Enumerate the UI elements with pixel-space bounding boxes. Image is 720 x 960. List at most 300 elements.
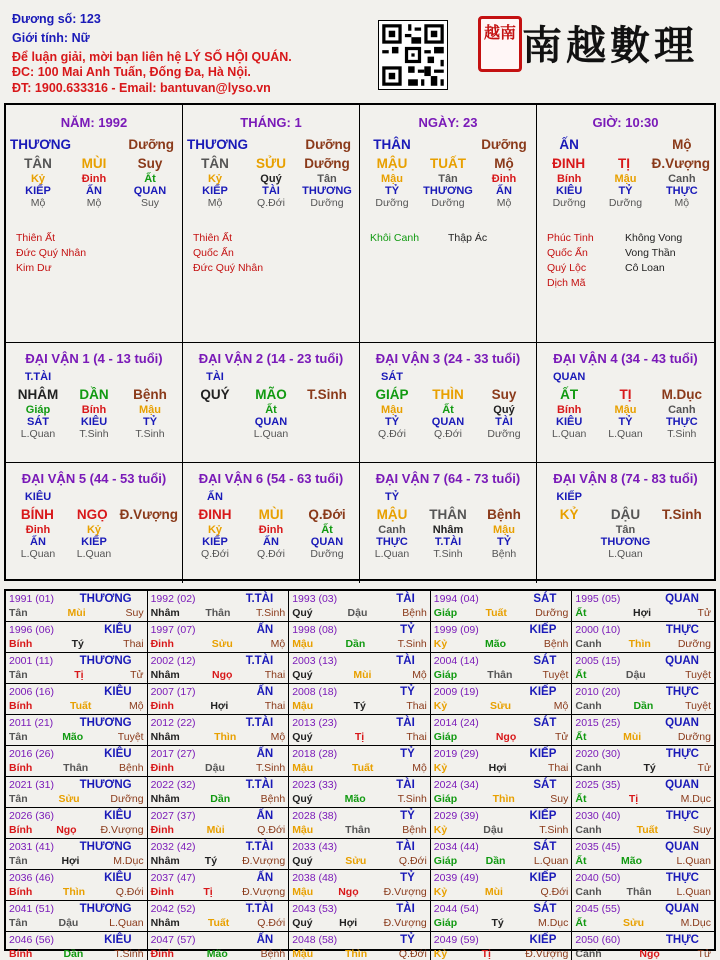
year-stem: Giáp xyxy=(433,917,458,929)
year-label: 2036 (46) xyxy=(9,872,54,884)
year-branch: Thân xyxy=(345,824,371,836)
dai-van-hidden-row xyxy=(183,524,359,536)
year-cell xyxy=(148,777,290,808)
year-branch: Thân xyxy=(487,669,513,681)
year-line-1 xyxy=(292,902,427,916)
year-cell xyxy=(431,777,573,808)
dai-van-god-row-cell xyxy=(66,491,122,503)
year-stem: Quý xyxy=(292,669,313,681)
year-branch: Hợi xyxy=(61,855,80,867)
year-label: 2015 (25) xyxy=(575,717,621,729)
dai-van-title: ĐẠI VẬN 5 (44 - 53 tuổi) xyxy=(21,471,167,486)
dai-van-8 xyxy=(537,463,714,583)
year-cell xyxy=(572,684,714,715)
year-god: TÀI xyxy=(396,841,415,853)
year-stem: Ất xyxy=(575,917,587,929)
dai-van-stage-row-cell: L.Quan xyxy=(253,428,289,440)
year-line-1 xyxy=(292,778,427,792)
year-line-2 xyxy=(9,792,144,806)
dai-van-god-row-cell: KIÊU xyxy=(24,491,52,503)
year-line-1 xyxy=(292,654,427,668)
year-line-1 xyxy=(434,809,569,823)
pillar-stem-row-cell: Đ.Vượng xyxy=(651,156,710,171)
year-stage: Q.Đới xyxy=(540,886,569,898)
dai-van-god-row-cell xyxy=(476,371,532,383)
dai-van-stage-row xyxy=(183,428,359,440)
dai-van-hidden-god-row-cell xyxy=(654,536,710,548)
dai-van-stem-row-cell: MẬU xyxy=(376,507,408,522)
year-cell xyxy=(572,870,714,901)
year-stage: Mộ xyxy=(412,762,427,774)
dai-van-stage-row-cell: Dưỡng xyxy=(487,428,521,440)
pillar-god-row-cell: Dưỡng xyxy=(305,137,352,152)
year-stem: Tân xyxy=(9,607,28,619)
year-god: TÀI xyxy=(396,779,415,791)
dai-van-hidden-god-row xyxy=(537,536,714,548)
pillar-hidden-row-cell: Mậu xyxy=(381,173,403,185)
year-stem: Bính xyxy=(9,948,33,960)
dai-van-stem-row-cell: ẤT xyxy=(560,387,579,402)
year-god: KIÊU xyxy=(104,624,132,636)
year-branch: Thân xyxy=(63,762,89,774)
star-name: Phúc Tinh xyxy=(547,232,594,244)
year-stage: Dưỡng xyxy=(110,793,144,805)
year-line-2 xyxy=(575,885,711,899)
year-branch: Mão xyxy=(62,731,84,743)
year-cell xyxy=(6,746,148,777)
year-line-1 xyxy=(292,623,427,637)
year-line-2 xyxy=(9,637,144,651)
year-label: 2016 (26) xyxy=(9,748,54,760)
year-stem: Bính xyxy=(9,700,33,712)
pillar-god-row xyxy=(183,137,359,152)
year-stage: L.Quan xyxy=(109,917,144,929)
year-line-1 xyxy=(151,871,286,885)
year-stage: M.Dục xyxy=(113,855,144,867)
year-line-2 xyxy=(575,699,711,713)
pillar-hidden-god-row-cell: THƯƠNG xyxy=(302,185,352,197)
dai-van-hidden-god-row-cell: KIÊU xyxy=(556,416,583,428)
dai-van-hidden-row-cell: Đinh xyxy=(25,524,51,536)
pillars-grid xyxy=(4,103,716,581)
year-cell xyxy=(431,901,573,932)
star-name: Không Vong xyxy=(625,232,683,244)
pillar-4 xyxy=(537,105,714,343)
year-cell xyxy=(148,684,290,715)
year-stem: Tân xyxy=(9,793,28,805)
year-line-1 xyxy=(434,592,569,606)
year-stem: Mậu xyxy=(292,762,314,774)
dai-van-hidden-god-row xyxy=(183,416,359,428)
year-line-2 xyxy=(151,792,286,806)
pillar-1 xyxy=(6,105,183,343)
year-cell xyxy=(431,932,573,960)
year-line-1 xyxy=(434,716,569,730)
year-label: 2026 (36) xyxy=(9,810,54,822)
year-cell xyxy=(148,901,290,932)
year-label: 2037 (47) xyxy=(150,872,196,884)
year-line-1 xyxy=(9,716,144,730)
year-cell xyxy=(289,932,431,960)
year-stage: Suy xyxy=(550,793,569,805)
year-label: 2040 (50) xyxy=(575,872,621,884)
year-branch: Hợi xyxy=(633,607,651,619)
year-stage: T.Sinh xyxy=(256,607,286,619)
dai-van-hidden-god-row-cell: KIẾP xyxy=(202,536,228,548)
year-label: 1996 (06) xyxy=(9,624,54,636)
year-label: 2001 (11) xyxy=(9,655,54,667)
star-column xyxy=(448,231,526,246)
pillar-stage-row-cell: Dưỡng xyxy=(310,197,344,209)
dai-van-god-row-cell xyxy=(476,491,532,503)
year-stem: Mậu xyxy=(292,824,314,836)
year-line-2 xyxy=(9,947,144,960)
year-label: 2034 (44) xyxy=(433,841,479,853)
dai-van-god-row-cell xyxy=(420,491,476,503)
year-cell xyxy=(431,653,573,684)
dai-van-stage-row-cell: T.Sinh xyxy=(433,548,463,560)
dai-van-hidden-row xyxy=(360,404,536,416)
year-line-2 xyxy=(434,699,569,713)
year-line-2 xyxy=(151,637,286,651)
year-label: 2044 (54) xyxy=(433,903,479,915)
dai-van-god-row-cell xyxy=(597,371,653,383)
year-stage: Mộ xyxy=(270,731,286,743)
year-branch: Tị xyxy=(481,948,491,960)
year-stem: Nhâm xyxy=(150,855,180,867)
pillar-stage-row-cell: Mộ xyxy=(30,197,46,209)
dai-van-hidden-god-row-cell: T.TÀI xyxy=(434,536,462,548)
year-branch: Tý xyxy=(71,638,84,650)
year-branch: Tý xyxy=(353,700,366,712)
year-stage: Đ.Vượng xyxy=(100,824,144,836)
year-god: TỶ xyxy=(400,748,415,760)
dai-van-hidden-god-row-cell: KIẾP xyxy=(81,536,107,548)
year-god: ẤN xyxy=(256,686,274,698)
year-line-2 xyxy=(434,885,569,899)
year-line-2 xyxy=(575,823,711,837)
year-stem: Nhâm xyxy=(150,669,180,681)
year-god: T.TÀI xyxy=(245,779,274,791)
star-name: Đức Quý Nhân xyxy=(193,262,264,274)
year-god: KIẾP xyxy=(529,748,557,760)
dai-van-god-row-cell: TỶ xyxy=(384,491,400,503)
pillar-title: NĂM: 1992 xyxy=(60,115,128,130)
pillar-god-row-cell: THƯƠNG xyxy=(187,137,248,152)
year-stem: Kỷ xyxy=(433,824,448,836)
year-label: 2028 (38) xyxy=(292,810,338,822)
pillar-stage-row-cell: Mộ xyxy=(496,197,512,209)
year-label: 2012 (22) xyxy=(150,717,196,729)
star-name: Quốc Ấn xyxy=(193,247,234,259)
year-branch: Dần xyxy=(210,793,231,805)
year-line-1 xyxy=(575,685,711,699)
dai-van-god-row-cell xyxy=(66,371,122,383)
year-stage: Tử xyxy=(554,731,569,743)
year-line-1 xyxy=(292,685,427,699)
star-name: Đức Quý Nhân xyxy=(16,247,87,259)
year-stage: Tuyệt xyxy=(542,669,569,681)
year-cell xyxy=(289,777,431,808)
year-cell xyxy=(431,715,573,746)
year-line-1 xyxy=(151,809,286,823)
star-column xyxy=(625,231,703,276)
pillar-stage-row-cell: Suy xyxy=(140,197,160,209)
year-stage: M.Dục xyxy=(680,917,711,929)
year-line-1 xyxy=(292,871,427,885)
year-stage: Bệnh xyxy=(260,793,286,805)
year-god: QUAN xyxy=(665,903,699,915)
dai-van-1 xyxy=(6,343,183,463)
year-branch: Tuất xyxy=(207,917,230,929)
year-line-1 xyxy=(9,623,144,637)
dai-van-stage-row-cell: L.Quan xyxy=(608,548,643,560)
dai-van-stage-row-cell: L.Quan xyxy=(20,428,56,440)
year-line-2 xyxy=(434,730,569,744)
dai-van-stem-row xyxy=(360,507,536,522)
dai-van-god-row xyxy=(537,491,714,503)
dai-van-hidden-god-row xyxy=(537,416,714,428)
year-line-1 xyxy=(434,654,569,668)
year-cell xyxy=(148,591,290,622)
year-cell xyxy=(6,901,148,932)
pillar-god-row-cell: Dưỡng xyxy=(481,137,527,152)
dai-van-god-row-cell: ẤN xyxy=(207,491,223,503)
pillar-hidden-god-row-cell: QUAN xyxy=(133,185,167,197)
pillar-god-row-cell xyxy=(248,137,302,152)
pillar-hidden-row-cell: Tân xyxy=(317,173,337,185)
contact-line: Để luận giải, mời bạn liên hệ LÝ SỐ HỘI QUÁN. xyxy=(12,50,292,64)
year-label: 2008 (18) xyxy=(292,686,338,698)
pillar-stem-row-cell: Dưỡng xyxy=(304,156,350,171)
year-label: 2011 (21) xyxy=(9,717,54,729)
year-cell xyxy=(6,684,148,715)
year-line-2 xyxy=(9,885,144,899)
year-line-1 xyxy=(575,778,711,792)
dai-van-hidden-row-cell: Bính xyxy=(556,404,582,416)
year-branch: Tý xyxy=(491,917,504,929)
year-line-1 xyxy=(575,623,711,637)
year-god: THỰC xyxy=(665,748,699,760)
year-branch: Thân xyxy=(205,607,231,619)
pillar-stage-row-cell: Q.Đới xyxy=(257,197,285,209)
dai-van-title: ĐẠI VẬN 1 (4 - 13 tuổi) xyxy=(25,351,163,366)
year-branch: Mùi xyxy=(206,824,225,836)
pillar-stars xyxy=(547,231,708,291)
dai-van-3 xyxy=(360,343,537,463)
year-line-2 xyxy=(575,637,711,651)
star-name: Quý Lộc xyxy=(547,262,587,274)
pillar-god-row-cell: Mộ xyxy=(672,137,692,152)
year-line-2 xyxy=(434,947,569,960)
dai-van-god-row xyxy=(6,491,182,503)
pillar-hidden-row-cell: Tân xyxy=(438,173,458,185)
dai-van-stem-row xyxy=(537,387,714,402)
dai-van-god-row-cell: QUAN xyxy=(552,371,586,383)
dai-van-stage-row xyxy=(6,548,182,560)
year-cell xyxy=(289,715,431,746)
star-name: Vong Thần xyxy=(625,247,676,259)
year-god: SÁT xyxy=(533,593,557,605)
year-line-2 xyxy=(434,606,569,620)
year-label: 2039 (49) xyxy=(433,872,479,884)
year-label: 2048 (58) xyxy=(292,934,338,946)
year-stem: Tân xyxy=(9,669,28,681)
dai-van-stem-row-cell: T.Sinh xyxy=(661,507,702,522)
annual-luck-grid xyxy=(4,589,716,960)
year-branch: Dậu xyxy=(58,917,79,929)
year-stem: Đinh xyxy=(150,762,174,774)
pillar-stem-row xyxy=(6,156,182,171)
dai-van-stem-row-cell: DẬU xyxy=(610,507,641,522)
year-cell xyxy=(289,870,431,901)
year-stage: Tuyệt xyxy=(685,700,711,712)
year-line-2 xyxy=(151,606,286,620)
phone-email-line: ĐT: 1900.633316 - Email: bantuvan@lyso.vn xyxy=(12,81,271,95)
year-cell xyxy=(6,653,148,684)
year-line-2 xyxy=(575,761,711,775)
pillar-hidden-row-cell: Mậu xyxy=(614,173,637,185)
year-god: KIÊU xyxy=(104,748,132,760)
year-stage: Q.Đới xyxy=(257,824,286,836)
year-god: THỰC xyxy=(665,934,699,946)
gender: Giới tính: Nữ xyxy=(12,31,90,45)
year-stem: Nhâm xyxy=(150,917,180,929)
star-name: Khôi Canh xyxy=(370,232,420,244)
pillar-stage-row-cell: Dưỡng xyxy=(552,197,586,209)
dai-van-hidden-row xyxy=(360,524,536,536)
year-line-2 xyxy=(151,730,286,744)
year-line-1 xyxy=(434,747,569,761)
year-stem: Quý xyxy=(292,607,313,619)
year-cell xyxy=(572,715,714,746)
year-label: 2020 (30) xyxy=(575,748,621,760)
year-label: 2022 (32) xyxy=(150,779,196,791)
dai-van-god-row-cell xyxy=(299,491,355,503)
year-cell xyxy=(6,591,148,622)
dai-van-title: ĐẠI VẬN 2 (14 - 23 tuổi) xyxy=(198,351,344,366)
dai-van-stem-row-cell: M.Dục xyxy=(661,387,703,402)
year-label: 2025 (35) xyxy=(575,779,621,791)
dai-van-stem-row-cell: T.Sinh xyxy=(307,387,347,402)
dai-van-hidden-row-cell: Mậu xyxy=(139,404,161,416)
year-branch: Tuất xyxy=(485,607,507,619)
year-stem: Quý xyxy=(292,793,313,805)
dai-van-5 xyxy=(6,463,183,583)
year-god: KIÊU xyxy=(104,934,132,946)
dai-van-stage-row-cell xyxy=(122,548,178,560)
dai-van-stage-row-cell: L.Quan xyxy=(374,548,410,560)
star-column xyxy=(547,231,625,291)
pillar-god-row xyxy=(537,137,714,152)
dai-van-god-row-cell xyxy=(654,491,710,503)
year-line-2 xyxy=(292,761,427,775)
year-line-1 xyxy=(151,685,286,699)
year-god: THƯƠNG xyxy=(79,903,132,915)
year-stem: Tân xyxy=(9,855,28,867)
year-branch: Mùi xyxy=(623,731,642,743)
year-line-1 xyxy=(151,902,286,916)
dai-van-god-row-cell xyxy=(243,371,299,383)
pillar-stem-row-cell: Suy xyxy=(137,156,163,171)
dai-van-stage-row-cell xyxy=(299,428,355,440)
year-stage: Suy xyxy=(692,824,711,836)
year-line-1 xyxy=(9,871,144,885)
dai-van-hidden-row-cell xyxy=(122,524,178,536)
year-stage: Q.Đới xyxy=(257,917,286,929)
year-label: 2035 (45) xyxy=(575,841,621,853)
dai-van-hidden-god-row-cell: THỰC xyxy=(665,416,698,428)
year-branch: Ngọ xyxy=(338,886,359,898)
year-cell xyxy=(6,777,148,808)
pillar-god-row-cell xyxy=(71,137,125,152)
year-label: 2000 (10) xyxy=(575,624,621,636)
year-cell xyxy=(289,622,431,653)
pillar-stage-row xyxy=(6,197,182,209)
dai-van-hidden-row-cell: Kỷ xyxy=(86,524,102,536)
dai-van-title: ĐẠI VẬN 6 (54 - 63 tuổi) xyxy=(198,471,344,486)
qr-code-icon[interactable] xyxy=(378,20,448,90)
year-stage: Thai xyxy=(264,669,286,681)
year-cell xyxy=(289,808,431,839)
year-line-2 xyxy=(292,730,427,744)
year-line-2 xyxy=(292,668,427,682)
year-line-1 xyxy=(151,592,286,606)
dai-van-hidden-row-cell: Bính xyxy=(81,404,107,416)
year-stage: Bệnh xyxy=(402,824,427,836)
year-stem: Kỷ xyxy=(433,700,448,712)
dai-van-god-row-cell: SÁT xyxy=(381,371,403,383)
year-stage: Q.Đới xyxy=(115,886,144,898)
year-label: 2009 (19) xyxy=(433,686,479,698)
pillar-stem-row-cell: TUẤT xyxy=(430,156,466,171)
year-stem: Ất xyxy=(575,731,587,743)
year-cell xyxy=(572,901,714,932)
year-cell xyxy=(431,808,573,839)
year-stage: M.Dục xyxy=(680,793,711,805)
dai-van-god-row-cell: KIẾP xyxy=(556,491,582,503)
dai-van-stage-row-cell: T.Sinh xyxy=(135,428,165,440)
year-cell xyxy=(572,808,714,839)
dai-van-hidden-god-row xyxy=(360,416,536,428)
year-stem: Đinh xyxy=(150,948,174,960)
pillar-3 xyxy=(360,105,537,343)
year-branch: Ngọ xyxy=(495,731,517,743)
pillar-hidden-row-cell: Ất xyxy=(144,173,156,185)
dai-van-hidden-god-row-cell: ẤN xyxy=(30,536,46,548)
dai-van-stem-row-cell: Đ.Vượng xyxy=(119,507,178,522)
dai-van-hidden-row-cell xyxy=(654,524,710,536)
pillar-hidden-god-row xyxy=(537,185,714,197)
pillar-hidden-god-row-cell: TỶ xyxy=(618,185,633,197)
year-stage: Tử xyxy=(697,762,711,774)
year-line-2 xyxy=(575,730,711,744)
year-stem: Nhâm xyxy=(150,607,180,619)
year-god: TÀI xyxy=(396,903,415,915)
dai-van-god-row-cell: TÀI xyxy=(206,371,224,383)
year-line-1 xyxy=(151,716,286,730)
dai-van-stage-row-cell: Q.Đới xyxy=(257,548,285,560)
year-stem: Mậu xyxy=(292,700,314,712)
address-line: ĐC: 100 Mai Anh Tuấn, Đống Đa, Hà Nội. xyxy=(12,65,251,79)
year-label: 2033 (43) xyxy=(292,841,338,853)
year-line-1 xyxy=(292,716,427,730)
year-label: 1991 (01) xyxy=(9,593,54,605)
year-god: THƯƠNG xyxy=(79,779,132,791)
dai-van-stem-row-cell: MÃO xyxy=(255,387,287,402)
dai-van-god-row xyxy=(183,491,359,503)
year-god: TỶ xyxy=(400,686,415,698)
